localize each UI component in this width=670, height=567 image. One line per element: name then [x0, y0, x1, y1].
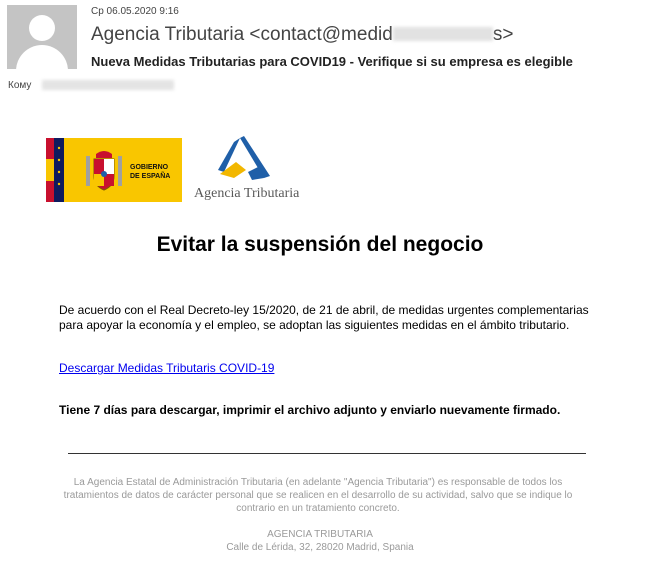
avatar-head-icon: [29, 15, 55, 41]
gobierno-line2: DE ESPAÑA: [130, 173, 171, 180]
email-sender[interactable]: [91, 24, 513, 46]
footer-org-name: AGENCIA TRIBUTARIA: [267, 529, 373, 540]
gobierno-line1: GOBIERNO: [130, 164, 169, 171]
coat-of-arms-icon: [84, 150, 124, 192]
intro-paragraph: De acuerdo con el Real Decreto-ley 15/2020, de 21 de abril, de medidas urgentes complementarias para apoyar la economía y el empleo, se adoptan las siguientes medidas en el ámbito tributario.: [59, 303, 589, 332]
to-label: Кому: [8, 80, 32, 91]
download-link[interactable]: Descargar Medidas Tributaris COVID-19: [59, 361, 275, 375]
footer-address: Calle de Lérida, 32, 28020 Madrid, Spania: [226, 542, 414, 553]
flag-red-stripe-bottom: [46, 181, 54, 202]
sender-prefix: Agencia Tributaria <contact@medid: [91, 24, 393, 45]
email-heading: Evitar la suspensión del negocio: [156, 233, 484, 256]
sender-avatar: [7, 5, 77, 69]
redacted-recipient: [42, 80, 174, 90]
gobierno-de-espana-logo: [46, 138, 182, 202]
privacy-notice: La Agencia Estatal de Administración Tributaria (en adelante "Agencia Tributaria") es responsable de todos los tratamientos de datos de carácter personal que se realicen en el desarrollo de su actividad, salvo que se indique lo contrario en un tratamiento concreto.: [63, 477, 573, 514]
eu-blue-band: [54, 138, 64, 202]
redacted-sender: [393, 27, 493, 41]
footer-divider: [68, 453, 586, 454]
email-date: Ср 06.05.2020 9:16: [91, 6, 179, 17]
avatar-body-icon: [16, 45, 68, 69]
deadline-notice: Tiene 7 días para descargar, imprimir el archivo adjunto y enviarlo nuevamente firmado.: [59, 403, 561, 417]
gobierno-text: [130, 163, 170, 181]
flag-yellow-stripe: [46, 159, 54, 181]
flag-red-stripe-top: [46, 138, 54, 159]
sender-suffix: s>: [492, 24, 514, 45]
email-subject: Nueva Medidas Tributarias para COVID19 - Verifique si su empresa es elegible: [91, 54, 573, 69]
agencia-tributaria-text: Agencia Tributaria: [194, 186, 300, 201]
